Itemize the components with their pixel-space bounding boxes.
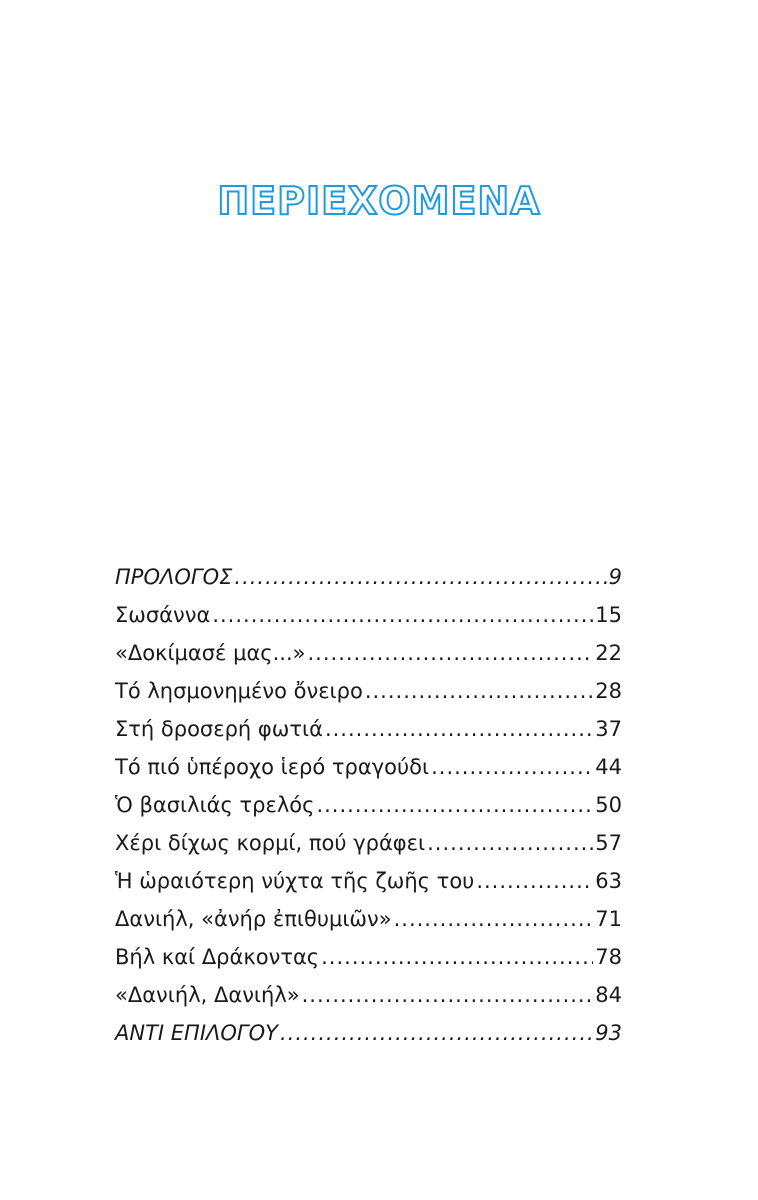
toc-row bbox=[115, 1014, 622, 1052]
toc-entry-label: ΑΝΤΙ ΕΠΙΛΟΓΟΥ bbox=[115, 1021, 278, 1045]
toc-entry-label: ΠΡΟΛΟΓΟΣ bbox=[115, 565, 233, 589]
toc-entry-page: 84 bbox=[595, 983, 622, 1007]
toc-leader-dots bbox=[212, 596, 593, 634]
toc-row bbox=[115, 558, 622, 596]
toc-row bbox=[115, 824, 622, 862]
toc-row bbox=[115, 938, 622, 976]
toc-row bbox=[115, 786, 622, 824]
toc-entry-label: Βήλ καί Δράκοντας bbox=[115, 945, 320, 969]
toc-entry-label: Στή δροσερή φωτιά bbox=[115, 717, 323, 741]
toc-entry-label: «Δανιήλ, Δανιήλ» bbox=[115, 983, 300, 1007]
toc-entry-page: 22 bbox=[595, 641, 622, 665]
toc-leader-dots bbox=[476, 862, 593, 900]
toc-entry-page: 57 bbox=[595, 831, 622, 855]
toc-leader-dots bbox=[321, 938, 593, 976]
toc-entry-label: Σωσάννα bbox=[115, 603, 211, 627]
toc-leader-dots bbox=[394, 900, 594, 938]
toc-entry-page: 71 bbox=[595, 907, 622, 931]
toc-entry-label: «Δοκίμασέ μας...» bbox=[115, 641, 306, 665]
toc-row bbox=[115, 862, 622, 900]
toc-entry-page: 44 bbox=[595, 755, 622, 779]
toc-row bbox=[115, 710, 622, 748]
toc-leader-dots bbox=[302, 976, 594, 1014]
toc-leader-dots bbox=[280, 1014, 593, 1052]
toc-entry-page: 15 bbox=[595, 603, 622, 627]
toc-entry-page: 28 bbox=[595, 679, 622, 703]
toc-leader-dots bbox=[365, 672, 593, 710]
toc-entry-page: 50 bbox=[595, 793, 622, 817]
toc-leader-dots bbox=[234, 558, 606, 596]
toc-row bbox=[115, 634, 622, 672]
toc-leader-dots bbox=[427, 824, 593, 862]
toc-leader-dots bbox=[308, 634, 594, 672]
toc-leader-dots bbox=[325, 710, 593, 748]
toc-entry-page: 37 bbox=[595, 717, 622, 741]
toc-row bbox=[115, 748, 622, 786]
toc-entry-label: Τό πιό ὑπέροχο ἱερό τραγούδι bbox=[115, 755, 430, 779]
toc-leader-dots bbox=[316, 786, 593, 824]
toc-row bbox=[115, 672, 622, 710]
toc-entry-page: 78 bbox=[595, 945, 622, 969]
toc-row bbox=[115, 900, 622, 938]
toc-leader-dots bbox=[431, 748, 593, 786]
toc-entry-page: 63 bbox=[595, 869, 622, 893]
toc-entry-label: Δανιήλ, «ἀνήρ ἐπιθυμιῶν» bbox=[115, 907, 392, 931]
page-title: ΠΕΡΙΕΧΟΜΕΝΑ bbox=[217, 179, 541, 223]
toc-entry-label: Χέρι δίχως κορμί, πού γράφει bbox=[115, 831, 426, 855]
toc-entry-label: Ἡ ὡραιότερη νύχτα τῆς ζωῆς του bbox=[115, 869, 475, 893]
toc-row bbox=[115, 596, 622, 634]
toc-entry-label: Τό λησμονημένο ὄνειρο bbox=[115, 679, 363, 703]
toc-entry-page: 9 bbox=[608, 565, 622, 589]
toc-row bbox=[115, 976, 622, 1014]
table-of-contents bbox=[115, 558, 622, 1052]
toc-entry-page: 93 bbox=[595, 1021, 622, 1045]
toc-entry-label: Ὁ βασιλιάς τρελός bbox=[115, 793, 315, 817]
